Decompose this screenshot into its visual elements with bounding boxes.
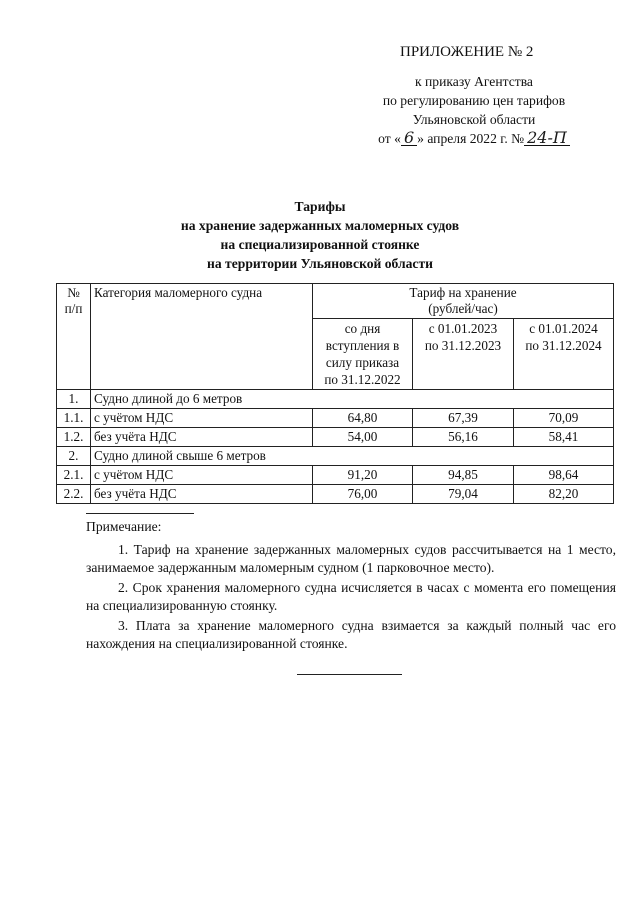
notes-heading: Примечание: bbox=[86, 519, 162, 534]
row-category: без учёта НДС bbox=[91, 485, 313, 504]
period-1-line-2: вступления в bbox=[325, 338, 400, 353]
order-line-1: к приказу Агентства bbox=[415, 74, 533, 89]
row-category: Судно длиной до 6 метров bbox=[91, 390, 614, 409]
row-num: 2.1. bbox=[57, 466, 91, 485]
row-category: без учёта НДС bbox=[91, 428, 313, 447]
order-line-3: Ульяновской области bbox=[412, 112, 536, 127]
header-tariff-line-2: (рублей/час) bbox=[428, 301, 498, 316]
period-2-line-2: по 31.12.2023 bbox=[424, 338, 502, 353]
order-line-2: по регулированию цен тарифов bbox=[382, 93, 566, 108]
row-value-period-1: 54,00 bbox=[313, 428, 413, 447]
row-num: 2.2. bbox=[57, 485, 91, 504]
row-value-period-2: 56,16 bbox=[413, 428, 514, 447]
table-header-row bbox=[57, 284, 614, 319]
period-1-line-3: силу приказа bbox=[325, 355, 400, 370]
header-period-2 bbox=[413, 319, 514, 390]
row-value-period-3: 98,64 bbox=[514, 466, 614, 485]
period-3-line-1: с 01.01.2024 bbox=[529, 321, 598, 336]
period-1-line-1: со дня bbox=[344, 321, 381, 336]
order-date-line bbox=[330, 129, 618, 148]
date-middle: » апреля 2022 г. № bbox=[417, 131, 525, 146]
row-num: 1.2. bbox=[57, 428, 91, 447]
table-row bbox=[57, 428, 614, 447]
appendix-label: ПРИЛОЖЕНИЕ № 2 bbox=[400, 44, 534, 60]
header-tariff bbox=[313, 284, 614, 319]
end-separator bbox=[297, 674, 402, 675]
header-period-3 bbox=[514, 319, 614, 390]
row-num: 1. bbox=[57, 390, 91, 409]
row-category: Судно длиной свыше 6 метров bbox=[91, 447, 614, 466]
row-value-period-1: 76,00 bbox=[313, 485, 413, 504]
row-category: с учётом НДС bbox=[91, 409, 313, 428]
row-category: с учётом НДС bbox=[91, 466, 313, 485]
row-value-period-3: 58,41 bbox=[514, 428, 614, 447]
title-line-3: на специализированной стоянке bbox=[220, 237, 420, 252]
table-row bbox=[57, 447, 614, 466]
title-line-4: на территории Ульяновской области bbox=[207, 256, 433, 271]
row-value-period-3: 82,20 bbox=[514, 485, 614, 504]
table-row bbox=[57, 485, 614, 504]
document-title bbox=[150, 197, 490, 273]
table-row bbox=[57, 409, 614, 428]
header-period-1 bbox=[313, 319, 413, 390]
footnote-separator bbox=[86, 513, 194, 514]
tariff-table bbox=[56, 283, 614, 504]
header-tariff-line-1: Тариф на хранение bbox=[409, 285, 517, 300]
row-num: 1.1. bbox=[57, 409, 91, 428]
notes-section bbox=[86, 518, 616, 653]
row-value-period-2: 67,39 bbox=[413, 409, 514, 428]
header-num bbox=[57, 284, 91, 390]
date-prefix: от « bbox=[378, 131, 401, 146]
header-num-line-2: п/п bbox=[64, 301, 83, 316]
period-3-line-2: по 31.12.2024 bbox=[525, 338, 602, 353]
table-row bbox=[57, 390, 614, 409]
row-num: 2. bbox=[57, 447, 91, 466]
row-value-period-1: 64,80 bbox=[313, 409, 413, 428]
title-line-2: на хранение задержанных маломерных судов bbox=[180, 218, 460, 233]
period-1-line-4: по 31.12.2022 bbox=[324, 372, 401, 387]
handwritten-order-number: 24-П bbox=[524, 131, 570, 146]
handwritten-day: 6 bbox=[401, 131, 417, 146]
order-reference bbox=[330, 72, 618, 148]
title-line-1: Тарифы bbox=[294, 199, 346, 214]
header-category: Категория маломерного судна bbox=[91, 284, 313, 390]
row-value-period-1: 91,20 bbox=[313, 466, 413, 485]
header-num-line-1: № bbox=[67, 285, 80, 300]
row-value-period-2: 79,04 bbox=[413, 485, 514, 504]
row-value-period-3: 70,09 bbox=[514, 409, 614, 428]
note-1: 1. Тариф на хранение задержанных маломерных судов рассчитывается на 1 место, занимаемое задержанным маломерным судном (1 парковочное место). bbox=[86, 542, 616, 575]
row-value-period-2: 94,85 bbox=[413, 466, 514, 485]
period-2-line-1: с 01.01.2023 bbox=[428, 321, 498, 336]
note-2: 2. Срок хранения маломерного судна исчисляется в часах с момента его помещения на специализированную стоянку. bbox=[86, 580, 616, 613]
table-row bbox=[57, 466, 614, 485]
note-3: 3. Плата за хранение маломерного судна взимается за каждый полный час его нахождения на специализированной стоянке. bbox=[86, 618, 616, 651]
